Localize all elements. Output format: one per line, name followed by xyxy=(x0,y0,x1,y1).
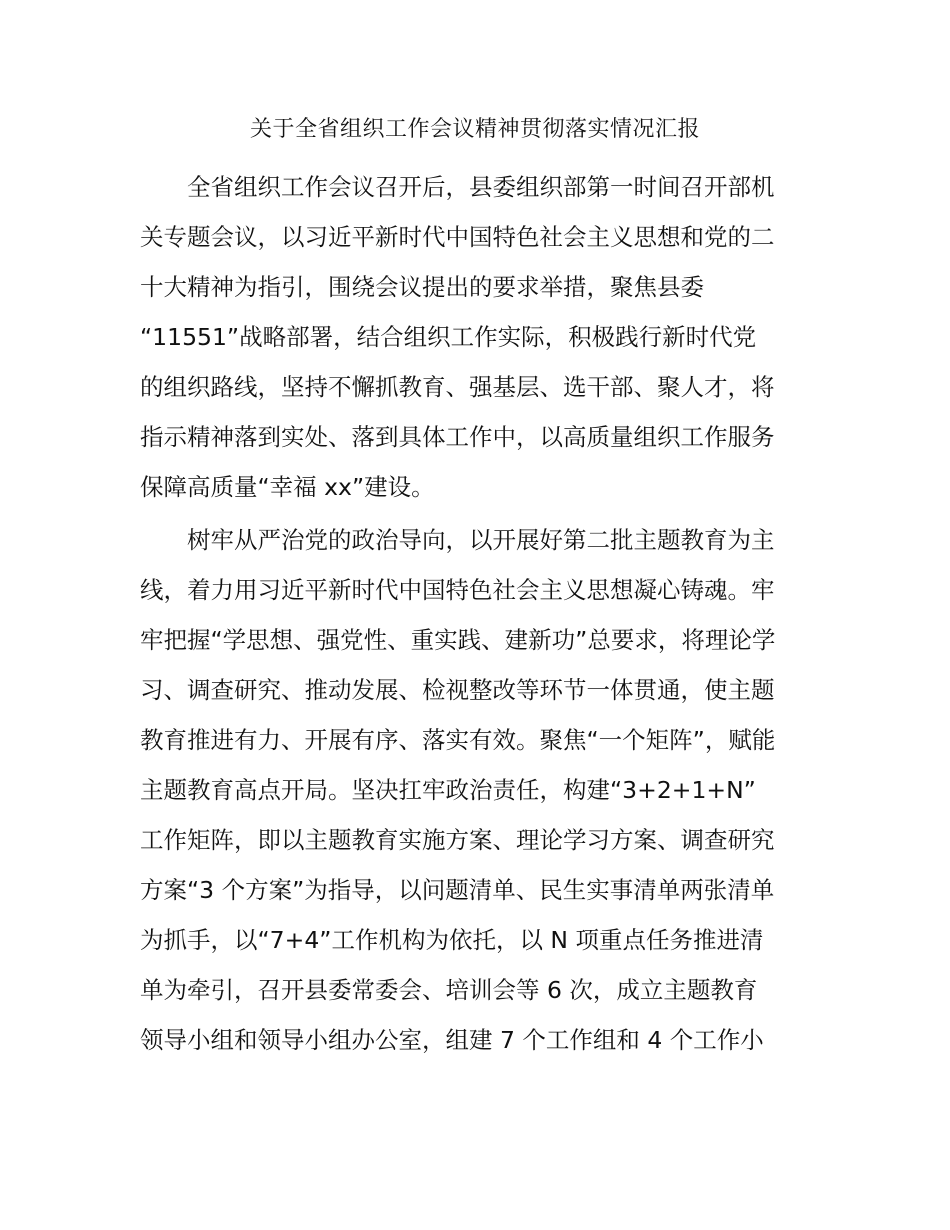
document-title: 关于全省组织工作会议精神贯彻落实情况汇报 xyxy=(249,117,700,142)
paragraph-1-line-7: 保障高质量“幸福 xx”建设。 xyxy=(140,473,435,501)
paragraph-2-line-4: 习、调查研究、推动发展、检视整改等环节一体贯通，使主题 xyxy=(140,676,775,704)
paragraph-1-line-1: 全省组织工作会议召开后，县委组织部第一时间召开部机 xyxy=(140,173,775,201)
paragraph-1-line-2: 关专题会议，以习近平新时代中国特色社会主义思想和党的二 xyxy=(140,223,775,251)
paragraph-2-line-10: 单为牵引，召开县委常委会、培训会等 6 次，成立主题教育 xyxy=(140,976,758,1004)
paragraph-2-line-2: 线，着力用习近平新时代中国特色社会主义思想凝心铸魂。牢 xyxy=(140,576,775,604)
paragraph-2-line-8: 方案“3 个方案”为指导，以问题清单、民生实事清单两张清单 xyxy=(140,876,775,904)
paragraph-2-line-9: 为抓手，以“7+4”工作机构为依托，以 N 项重点任务推进清 xyxy=(140,926,764,954)
paragraph-2-line-7: 工作矩阵，即以主题教育实施方案、理论学习方案、调查研究 xyxy=(140,826,775,854)
paragraph-2-line-6: 主题教育高点开局。坚决扛牢政治责任，构建“3+2+1+N” xyxy=(140,776,756,804)
paragraph-2-line-3: 牢把握“学思想、强党性、重实践、建新功”总要求，将理论学 xyxy=(140,626,776,654)
paragraph-1-line-6: 指示精神落到实处、落到具体工作中，以高质量组织工作服务 xyxy=(140,423,775,451)
paragraph-2-line-1: 树牢从严治党的政治导向，以开展好第二批主题教育为主 xyxy=(140,526,775,554)
paragraph-2-line-5: 教育推进有力、开展有序、落实有效。聚焦“一个矩阵”，赋能 xyxy=(140,726,776,754)
paragraph-1-line-3: 十大精神为指引，围绕会议提出的要求举措，聚焦县委 xyxy=(140,273,704,301)
paragraph-2-line-11: 领导小组和领导小组办公室，组建 7 个工作组和 4 个工作小 xyxy=(140,1026,764,1054)
paragraph-1-line-5: 的组织路线，坚持不懈抓教育、强基层、选干部、聚人才，将 xyxy=(140,373,775,401)
paragraph-1-line-4: “11551”战略部署，结合组织工作实际，积极践行新时代党 xyxy=(140,323,757,351)
